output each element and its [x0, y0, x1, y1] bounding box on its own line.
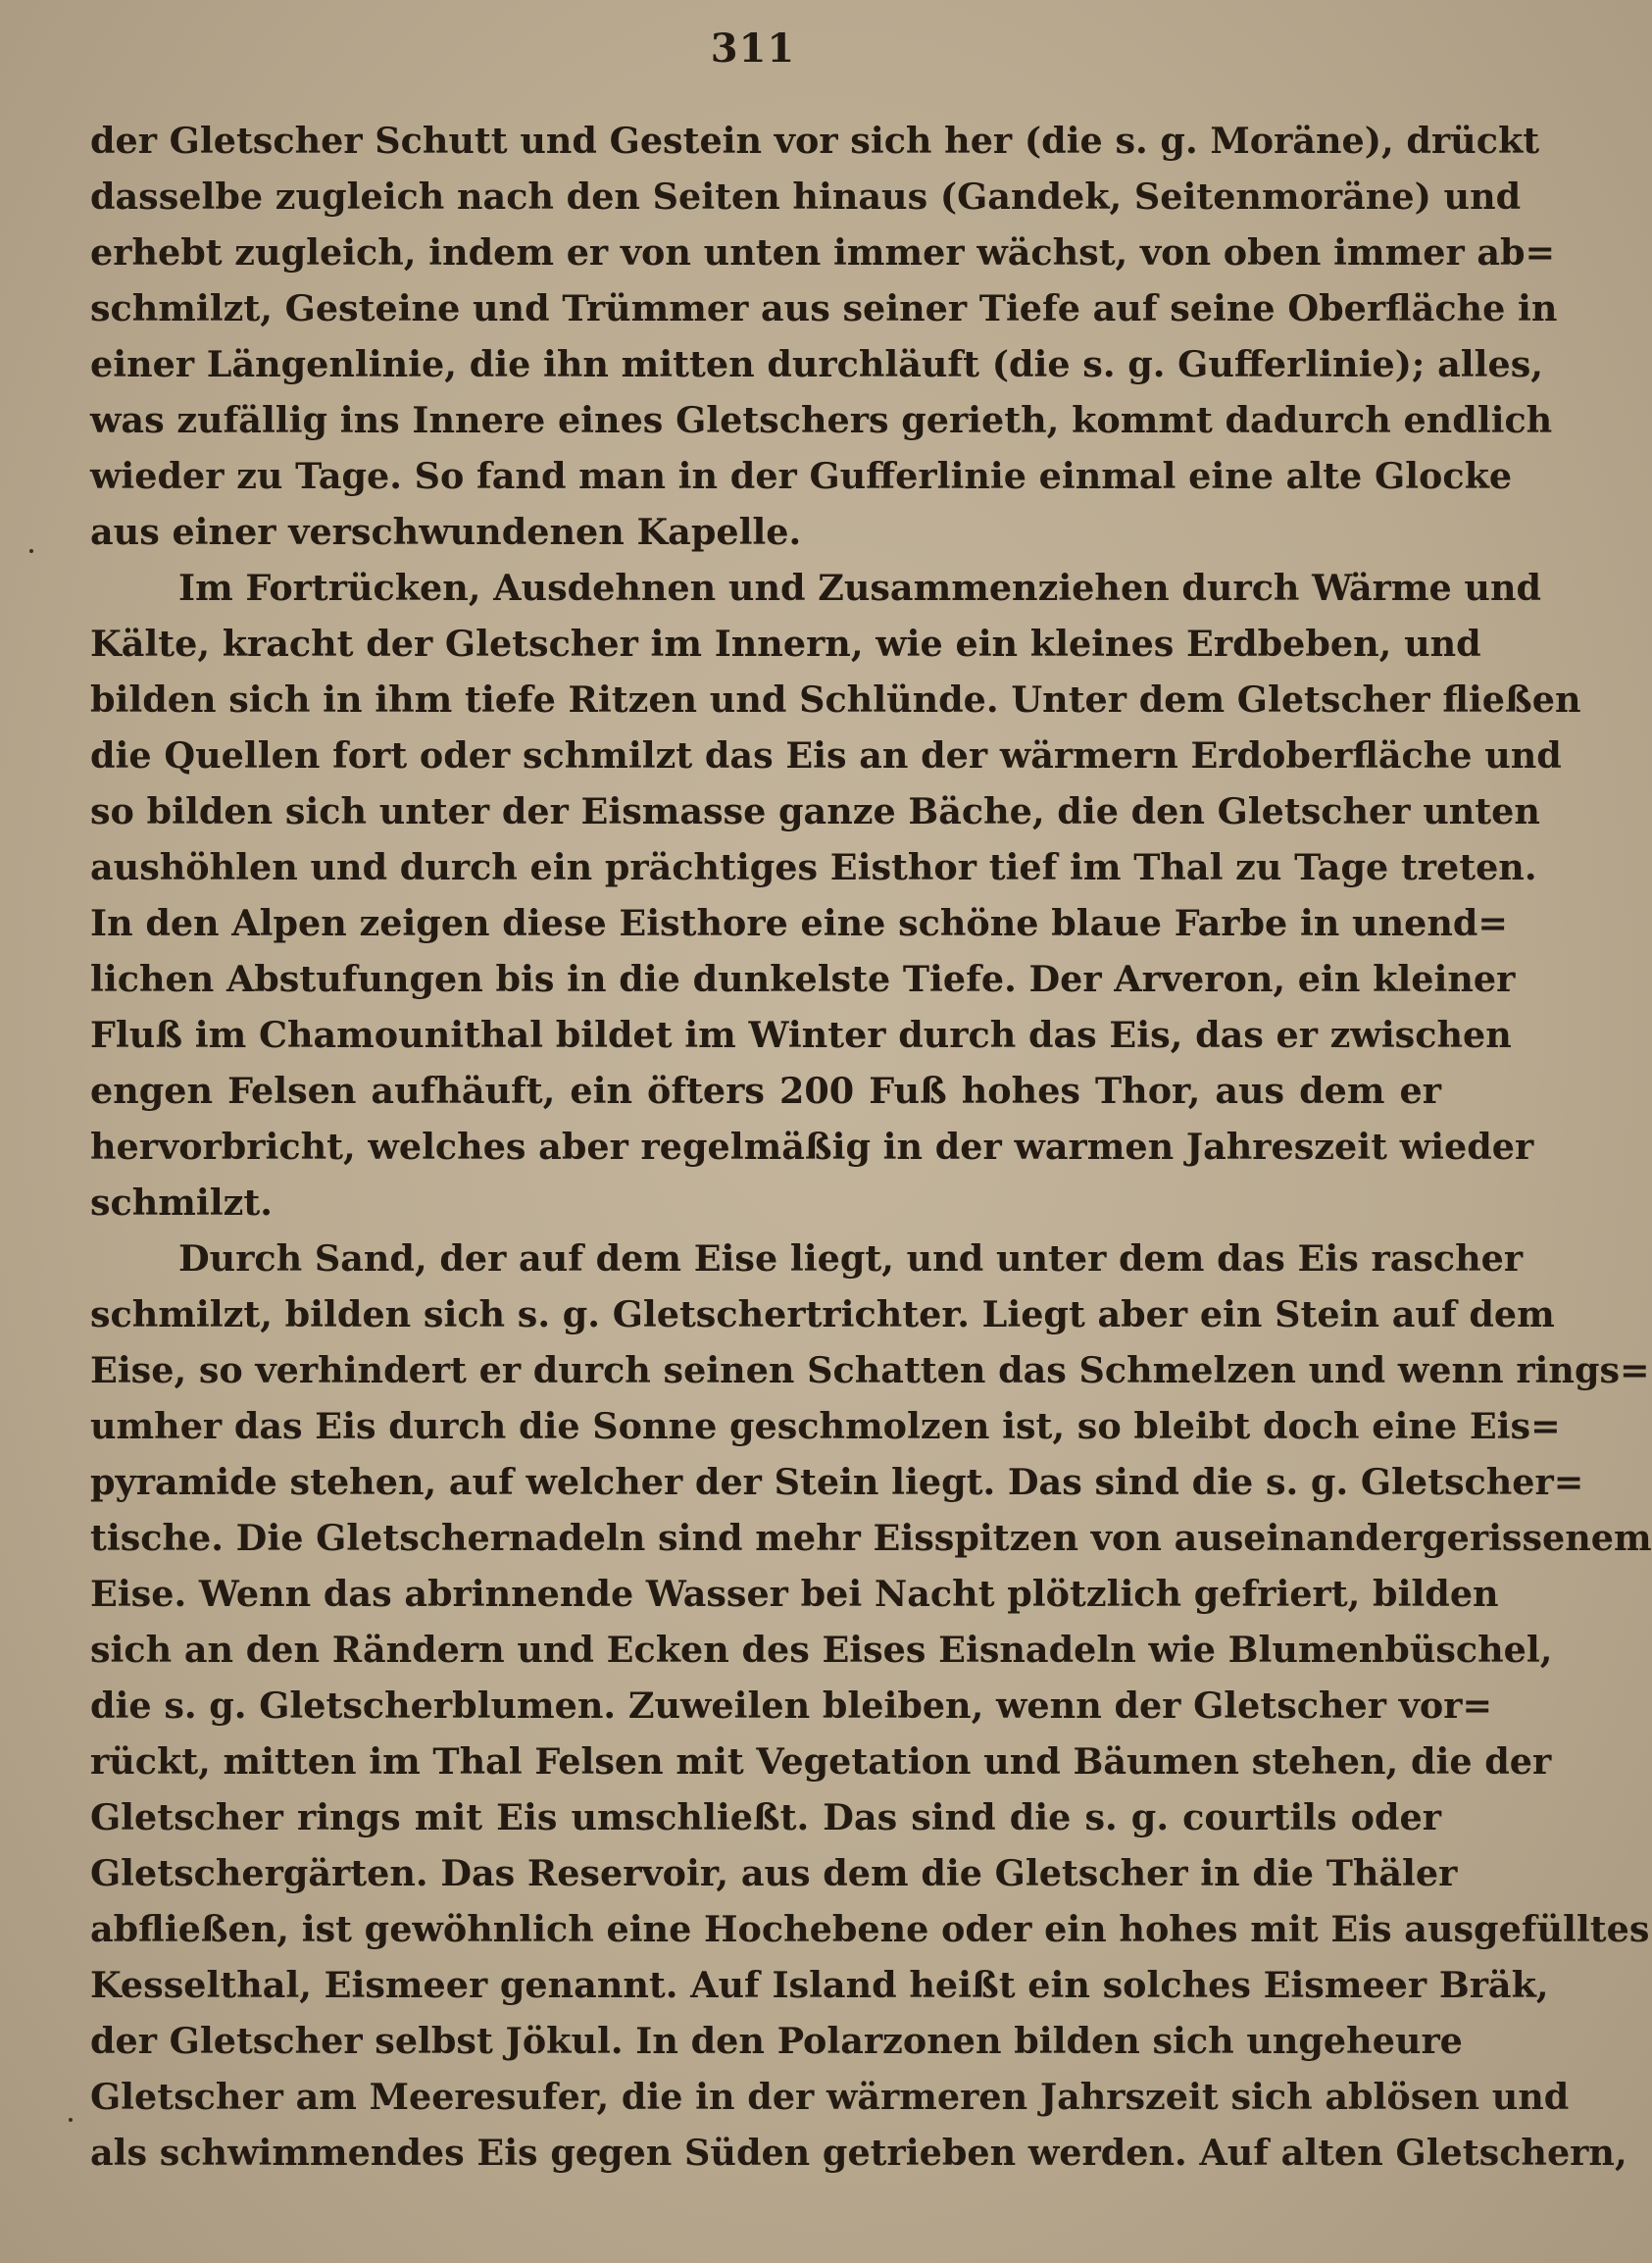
text-line: Im Fortrücken, Ausdehnen und Zusammenziehen durch Wärme und	[178, 567, 1542, 609]
text-line: bilden sich in ihm tiefe Ritzen und Schlünde. Unter dem Gletscher fließen	[90, 679, 1581, 721]
text-line: Kesselthal, Eismeer genannt. Auf Island heißt ein solches Eismeer Bräk,	[90, 1964, 1549, 2006]
paper-speck	[69, 2118, 73, 2122]
text-line: der Gletscher selbst Jökul. In den Polarzonen bilden sich ungeheure	[90, 2020, 1463, 2062]
text-line: was zufällig ins Innere eines Gletschers gerieth, kommt dadurch endlich	[90, 399, 1553, 441]
text-line: Gletscher rings mit Eis umschließt. Das sind die s. g. courtils oder	[90, 1796, 1441, 1838]
paper-speck	[29, 549, 33, 553]
text-line: schmilzt, bilden sich s. g. Gletschertrichter. Liegt aber ein Stein auf dem	[90, 1293, 1555, 1335]
text-line: lichen Abstufungen bis in die dunkelste Tiefe. Der Arveron, ein kleiner	[90, 958, 1516, 1000]
text-line: Eise. Wenn das abrinnende Wasser bei Nacht plötzlich gefriert, bilden	[90, 1573, 1499, 1615]
text-line: einer Längenlinie, die ihn mitten durchläuft (die s. g. Gufferlinie); alles,	[90, 343, 1543, 385]
text-line: sich an den Rändern und Ecken des Eises Eisnadeln wie Blumenbüschel,	[90, 1629, 1553, 1671]
text-line: hervorbricht, welches aber regelmäßig in der warmen Jahreszeit wieder	[90, 1126, 1534, 1168]
text-line: aushöhlen und durch ein prächtiges Eisthor tief im Thal zu Tage treten.	[90, 846, 1537, 888]
text-line: so bilden sich unter der Eismasse ganze Bäche, die den Gletscher unten	[90, 790, 1540, 832]
text-line: der Gletscher Schutt und Gestein vor sich her (die s. g. Moräne), drückt	[90, 120, 1540, 162]
text-line: Durch Sand, der auf dem Eise liegt, und unter dem das Eis rascher	[178, 1237, 1524, 1280]
text-line: schmilzt.	[90, 1182, 273, 1224]
text-line: tische. Die Gletschernadeln sind mehr Eisspitzen von auseinandergerissenem	[90, 1517, 1652, 1559]
text-line: pyramide stehen, auf welcher der Stein liegt. Das sind die s. g. Gletscher=	[90, 1461, 1584, 1503]
text-line: die s. g. Gletscherblumen. Zuweilen bleiben, wenn der Gletscher vor=	[90, 1685, 1493, 1727]
page-number: 311	[710, 25, 796, 72]
text-line: die Quellen fort oder schmilzt das Eis an der wärmern Erdoberfläche und	[90, 734, 1562, 777]
text-line: Gletschergärten. Das Reservoir, aus dem die Gletscher in die Thäler	[90, 1852, 1458, 1894]
text-line: Gletscher am Meeresufer, die in der wärmeren Jahrszeit sich ablösen und	[90, 2076, 1570, 2118]
text-line: Fluß im Chamounithal bildet im Winter durch das Eis, das er zwischen	[90, 1014, 1512, 1056]
text-line: dasselbe zugleich nach den Seiten hinaus (Gandek, Seitenmoräne) und	[90, 176, 1522, 218]
text-line: rückt, mitten im Thal Felsen mit Vegetation und Bäumen stehen, die der	[90, 1740, 1552, 1783]
text-line: wieder zu Tage. So fand man in der Gufferlinie einmal eine alte Glocke	[90, 455, 1513, 497]
text-line: erhebt zugleich, indem er von unten immer wächst, von oben immer ab=	[90, 231, 1556, 274]
text-line: schmilzt, Gesteine und Trümmer aus seiner Tiefe auf seine Oberfläche in	[90, 287, 1558, 329]
body-text	[90, 113, 1652, 2181]
text-line: Eise, so verhindert er durch seinen Schatten das Schmelzen und wenn rings=	[90, 1349, 1650, 1391]
text-line: engen Felsen aufhäuft, ein öfters 200 Fuß hohes Thor, aus dem er	[90, 1070, 1441, 1112]
text-line: abfließen, ist gewöhnlich eine Hochebene oder ein hohes mit Eis ausgefülltes	[90, 1908, 1650, 1950]
text-line: aus einer verschwundenen Kapelle.	[90, 511, 802, 553]
text-line: als schwimmendes Eis gegen Süden getrieben werden. Auf alten Gletschern,	[90, 2132, 1627, 2174]
text-line: Kälte, kracht der Gletscher im Innern, wie ein kleines Erdbeben, und	[90, 623, 1481, 665]
text-line: umher das Eis durch die Sonne geschmolzen ist, so bleibt doch eine Eis=	[90, 1405, 1561, 1447]
text-line: In den Alpen zeigen diese Eisthore eine schöne blaue Farbe in unend=	[90, 902, 1508, 944]
